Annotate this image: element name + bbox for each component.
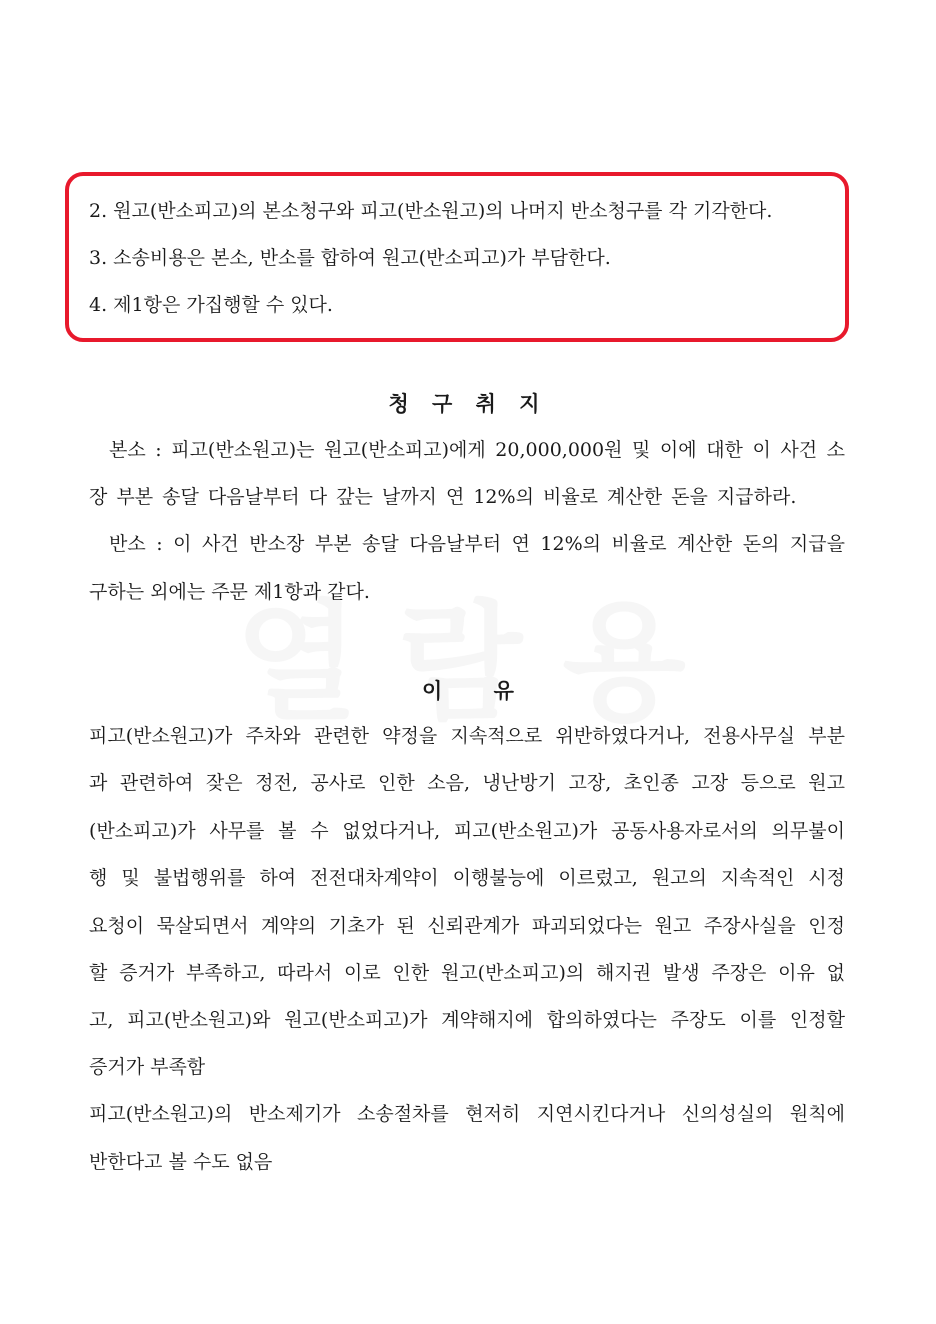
reason-line: 행 및 불법행위를 하여 전전대차계약이 이행불능에 이르렀고, 원고의 지속적인 시정 — [89, 867, 845, 889]
judgment-item-4: 4. 제1항은 가집행할 수 있다. — [89, 294, 333, 316]
reason-line: (반소피고)가 사무를 볼 수 없었다거나, 피고(반소원고)가 공동사용자로서의 의무불이 — [89, 820, 845, 842]
judgment-item-3: 3. 소송비용은 본소, 반소를 합하여 원고(반소피고)가 부담한다. — [89, 247, 611, 269]
reason-line: 반한다고 볼 수도 없음 — [89, 1151, 273, 1173]
reason-heading: 이 유 — [422, 679, 514, 703]
reason-line: 피고(반소원고)의 반소제기가 소송절차를 현저히 지연시킨다거나 신의성실의 원칙에 — [89, 1103, 845, 1125]
claim-heading: 청 구 취 지 — [388, 392, 548, 416]
reason-line: 과 관련하여 잦은 정전, 공사로 인한 소음, 냉난방기 고장, 초인종 고장 등으로 원고 — [89, 772, 845, 794]
claim-line: 장 부본 송달 다음날부터 다 갚는 날까지 연 12%의 비율로 계산한 돈을 지급하라. — [89, 486, 797, 508]
reason-line: 피고(반소원고)가 주차와 관련한 약정을 지속적으로 위반하였다거나, 전용사무실 부분 — [89, 725, 845, 747]
reason-line: 요청이 묵살되면서 계약의 기초가 된 신뢰관계가 파괴되었다는 원고 주장사실을 인정 — [89, 915, 845, 937]
claim-line: 반소 : 이 사건 반소장 부본 송달 다음날부터 연 12%의 비율로 계산한 돈의 지급을 — [109, 533, 845, 555]
claim-line: 본소 : 피고(반소원고)는 원고(반소피고)에게 20,000,000원 및 이에 대한 이 사건 소 — [109, 439, 845, 461]
claim-line: 구하는 외에는 주문 제1항과 같다. — [89, 581, 370, 603]
judgment-item-2: 2. 원고(반소피고)의 본소청구와 피고(반소원고)의 나머지 반소청구를 각 기각한다. — [89, 200, 773, 222]
reason-line: 증거가 부족함 — [89, 1056, 206, 1078]
reason-line: 고, 피고(반소원고)와 원고(반소피고)가 계약해지에 합의하였다는 주장도 이를 인정할 — [89, 1009, 845, 1031]
reason-line: 할 증거가 부족하고, 따라서 이로 인한 원고(반소피고)의 해지권 발생 주장은 이유 없 — [89, 962, 845, 984]
